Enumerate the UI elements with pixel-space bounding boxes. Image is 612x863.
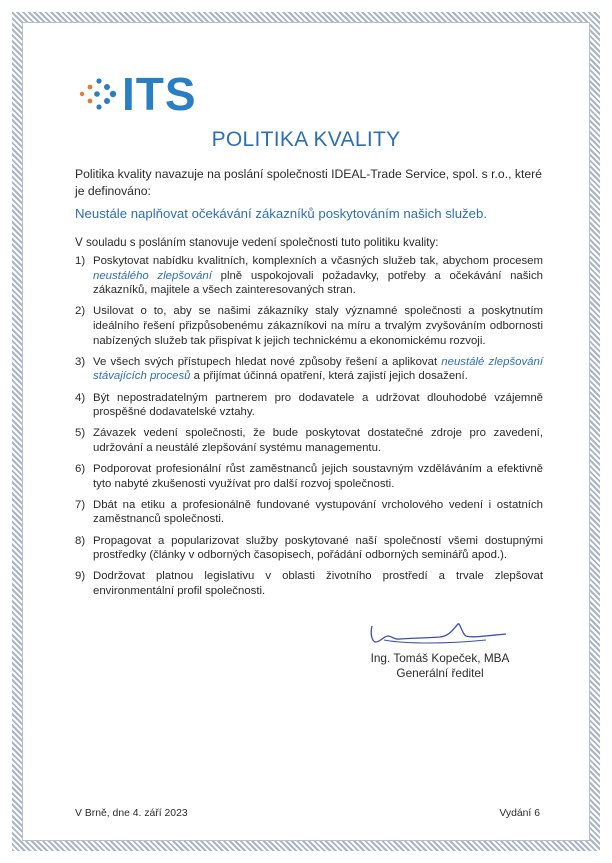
highlight: neustálého zlepšování (93, 269, 212, 282)
lead-paragraph: V souladu s posláním stanovuje vedení společnosti tuto politiku kvality: (75, 236, 439, 249)
policy-point: 3) Ve všech svých přístupech hledat nové způsoby řešení a aplikovat neustálé zlepšování stávajících procesů a přijímat účinná opatření, která zajistí jejich dosažení. (75, 355, 543, 383)
policy-point: 4) Být nepostradatelným partnerem pro dodavatele a udržovat dlouhodobé vzájemně prospěšné dodavatelské vztahy. (75, 391, 543, 419)
page-title: POLITIKA KVALITY (211, 128, 401, 151)
point-number: 8) (75, 534, 86, 547)
signatory-name: Ing. Tomáš Kopeček, MBA (370, 651, 510, 665)
policy-points-list (75, 254, 543, 605)
point-number: 1) (75, 255, 86, 267)
policy-point: 6) Podporovat profesionální růst zaměstnanců jejich soustavným vzděláváním a efektivně tyto nabyté zkušenosti využívat pro další rozvoj společnosti. (75, 463, 543, 490)
policy-point: 5) Závazek vedení společnosti, že bude poskytovat dostatečné zdroje pro zavedení, udržování a neustálé zlepšování systému managementu. (75, 427, 543, 454)
point-number: 2) (75, 305, 86, 318)
highlight: neustálé zlepšování stávajících procesů (93, 355, 543, 383)
point-number: 7) (75, 498, 86, 511)
logo-text: ITS (122, 68, 197, 120)
footer-place-date: V Brně, dne 4. září 2023 (75, 808, 188, 819)
point-number: 9) (75, 570, 86, 583)
policy-point: 7) Dbát na etiku a profesionálně fundované vystupování vrcholového vedení i ostatních zaměstnanců společnosti. (75, 498, 543, 526)
logo-dots-icon (78, 76, 118, 112)
point-number: 6) (75, 463, 86, 476)
footer-edition: Vydání 6 (499, 808, 540, 819)
signature-image (366, 614, 516, 654)
policy-point: 2) Usilovat o to, aby se našimi zákazníky staly významné společnosti a poskytnutím ideálního řešení přizpůsobenému zákazníkovi na míru a trvalým zvyšováním odbornosti nabízených služeb tak přispívat k jejich technickému a ekonomickému rozvoji. (75, 305, 543, 347)
point-number: 4) (75, 391, 86, 404)
point-number: 3) (75, 355, 86, 368)
policy-point: 8) Propagovat a popularizovat služby poskytované naší společností všemi dostupnými prostředky (články v odborných časopisech, pořádání odborných seminářů apod.). (75, 534, 543, 562)
policy-point: 1) Poskytovat nabídku kvalitních, komplexních a včasných služeb tak, abychom procesem neustálého zlepšování plně uspokojovali požadavky, potřeby a očekávání našich zákazníků, majitele a všech zainteresovaných stran. (75, 255, 543, 297)
mission-statement: Neustále naplňovat očekávání zákazníků poskytováním našich služeb. (75, 206, 487, 221)
policy-point: 9) Dodržovat platnou legislativu v oblasti životního prostředí a trvale zlepšovat environmentální profil společnosti. (75, 570, 543, 598)
point-number: 5) (75, 427, 86, 440)
signatory-role: Generální ředitel (396, 666, 484, 680)
intro-paragraph: Politika kvality navazuje na poslání společnosti IDEAL-Trade Service, spol. s r.o., které je definováno: (75, 167, 542, 198)
